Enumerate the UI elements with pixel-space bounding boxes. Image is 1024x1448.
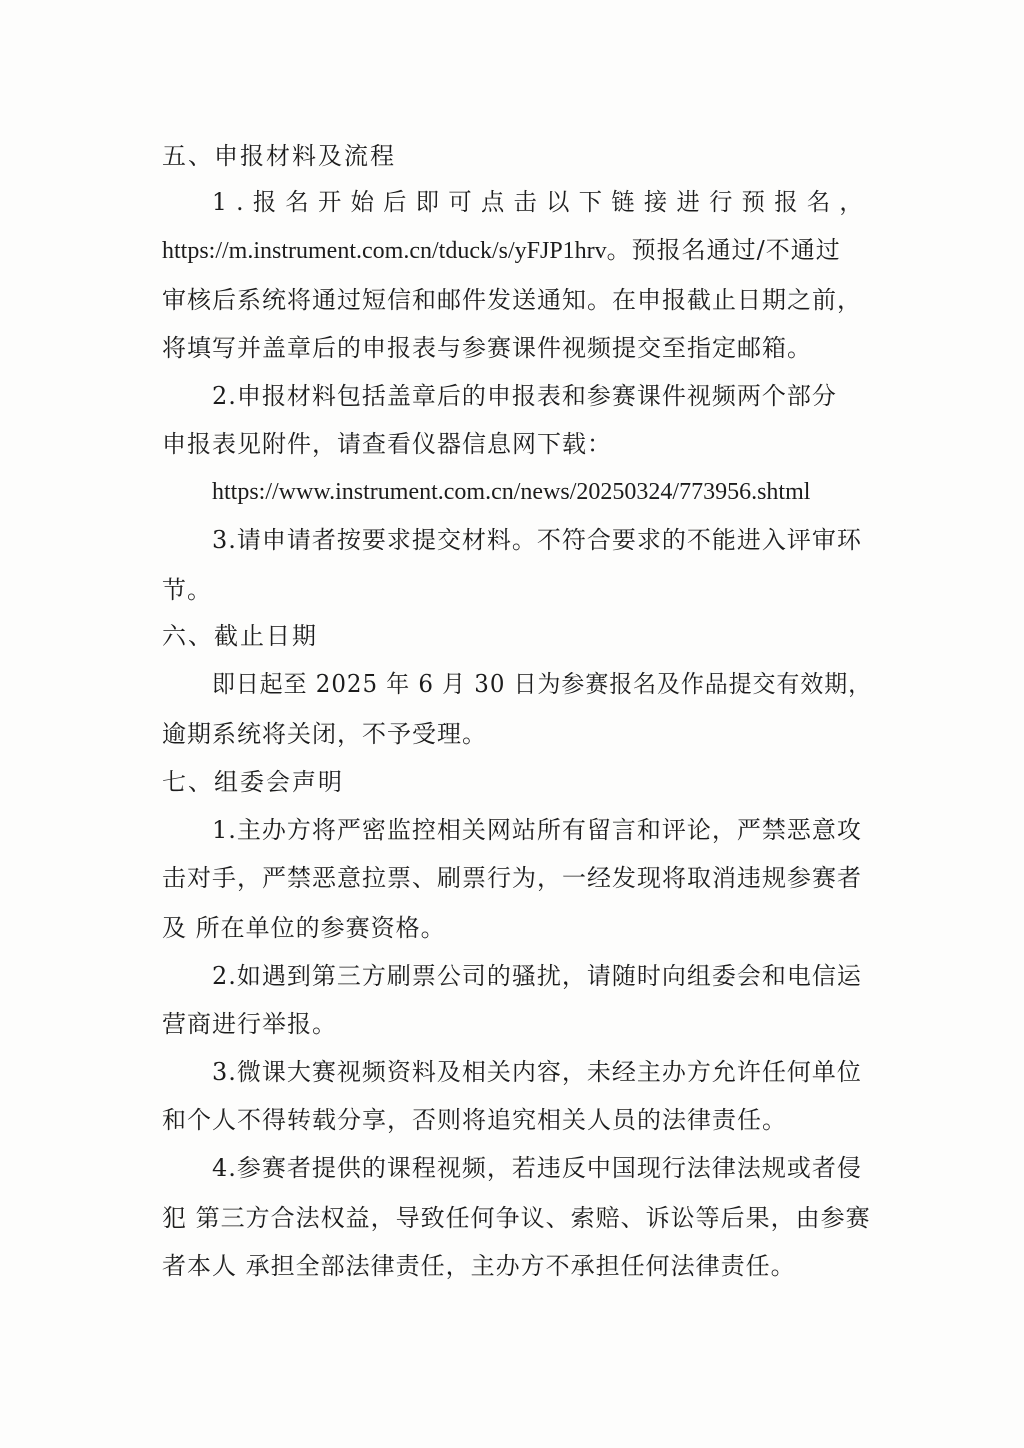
section5-item3-line1: 3.请申请者按要求提交材料。不符合要求的不能进入评审环: [212, 526, 862, 554]
section7-item4-line3: 者本人 承担全部法律责任，主办方不承担任何法律责任。: [162, 1252, 796, 1280]
section5-item1-line1: 1.报名开始后即可点击以下链接进行预报名，: [212, 188, 873, 216]
section7-item2-line1: 2.如遇到第三方刷票公司的骚扰，请随时向组委会和电信运: [212, 962, 862, 990]
section7-item1-line3: 及 所在单位的参赛资格。: [162, 914, 446, 942]
section7-item4-line1: 4.参赛者提供的课程视频，若违反中国现行法律法规或者侵: [212, 1154, 862, 1182]
section7-heading: 七、组委会声明: [162, 768, 344, 796]
section5-item1-line2: [162, 234, 841, 267]
section5-item1-line3: 审核后系统将通过短信和邮件发送通知。在申报截止日期之前，: [162, 286, 862, 314]
section5-item1-line4: 将填写并盖章后的申报表与参赛课件视频提交至指定邮箱。: [162, 334, 812, 362]
section5-item2-line2: 申报表见附件，请查看仪器信息网下载：: [162, 430, 612, 458]
application-form-download-link[interactable]: https://www.instrument.com.cn/news/20250324/773956.shtml: [212, 479, 811, 505]
section5-item2-line1: 2.申报材料包括盖章后的申报表和参赛课件视频两个部分: [212, 382, 837, 410]
section6-line2: 逾期系统将关闭，不予受理。: [162, 720, 487, 748]
pre-registration-link[interactable]: https://m.instrument.com.cn/tduck/s/yFJP1hrv: [162, 238, 607, 264]
section5-heading: 五、申报材料及流程: [162, 142, 396, 170]
section5-item3-line2: 节。: [162, 576, 212, 604]
section7-item3-line1: 3.微课大赛视频资料及相关内容，未经主办方允许任何单位: [212, 1058, 862, 1086]
section5-item1-line2-text: 。预报名通过/不通过: [606, 236, 841, 264]
section7-item4-line2: 犯 第三方合法权益，导致任何争议、索赔、诉讼等后果，由参赛: [162, 1204, 871, 1232]
section6-heading: 六、截止日期: [162, 622, 318, 650]
section7-item1-line1: 1.主办方将严密监控相关网站所有留言和评论，严禁恶意攻: [212, 816, 862, 844]
section6-line1: 即日起至 2025 年 6 月 30 日为参赛报名及作品提交有效期，: [212, 670, 873, 698]
section7-item1-line2: 击对手，严禁恶意拉票、刷票行为，一经发现将取消违规参赛者: [162, 864, 862, 892]
section7-item2-line2: 营商进行举报。: [162, 1010, 337, 1038]
section7-item3-line2: 和个人不得转载分享，否则将追究相关人员的法律责任。: [162, 1106, 787, 1134]
